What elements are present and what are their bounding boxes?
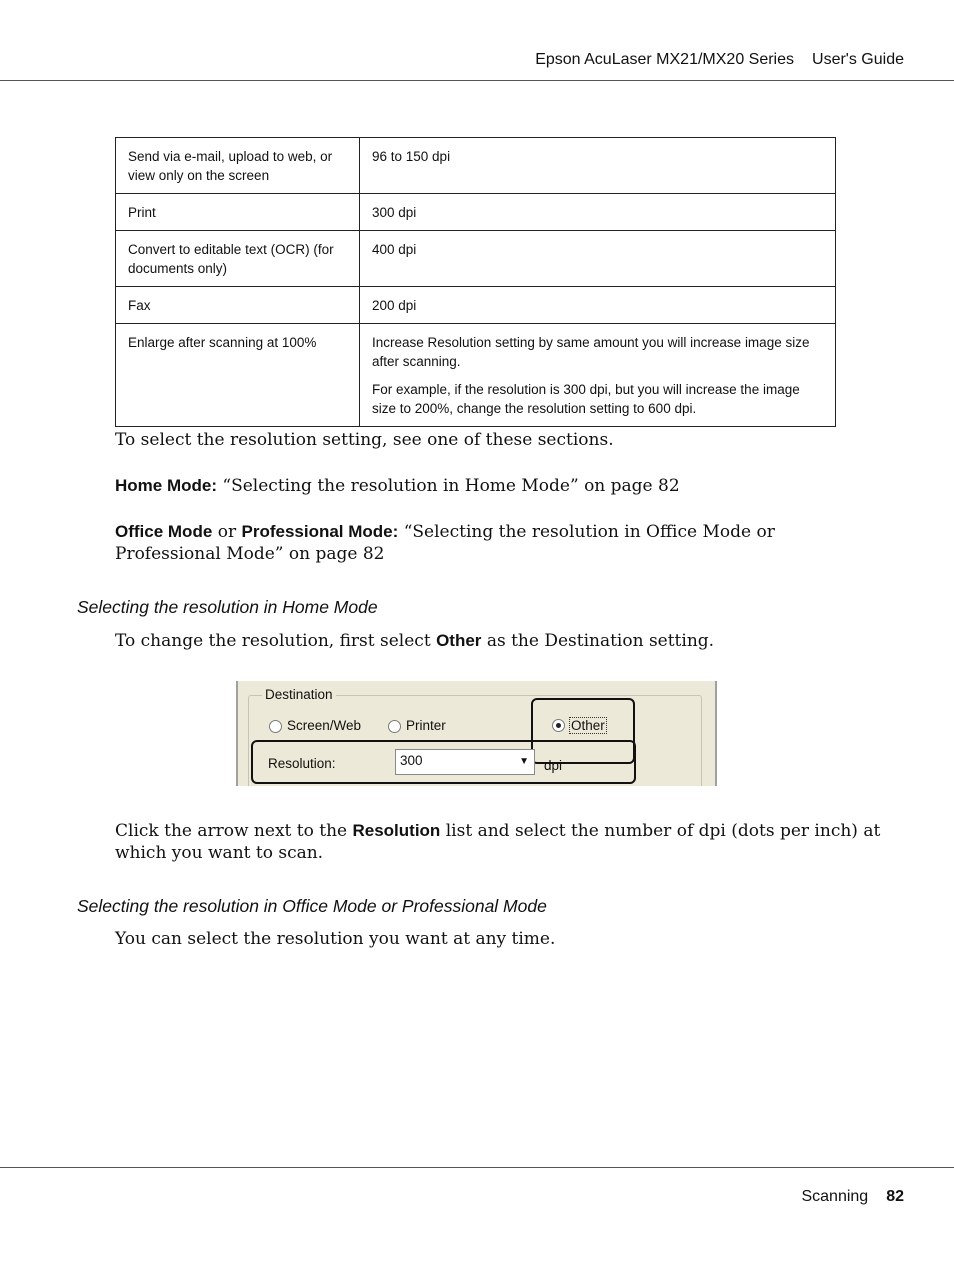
header-title: Epson AcuLaser MX21/MX20 Series: [535, 51, 795, 68]
table-row: [116, 231, 836, 287]
setting-text: For example, if the resolution is 300 dpi, but you will increase the image size to 200%, change the resolution setting to 600 dpi.: [372, 382, 800, 416]
header-guide: User's Guide: [812, 51, 904, 68]
running-footer: [801, 1188, 904, 1206]
office-mode-reference: [115, 521, 885, 565]
radio-other[interactable]: [552, 719, 565, 732]
table-cell-setting: [360, 138, 836, 194]
footer-section: Scanning: [801, 1188, 869, 1205]
home-mode-instruction: [115, 630, 714, 652]
resolution-keyword: Resolution: [352, 821, 441, 840]
screenshot-edge: [236, 681, 238, 786]
table-row: [116, 138, 836, 194]
setting-text: 400 dpi: [372, 242, 417, 257]
table-cell-setting: [360, 194, 836, 231]
radio-label-other: Other: [571, 718, 605, 733]
instruction-text: list and select the number of dpi (dots per inch) at which you want to scan.: [115, 821, 881, 863]
table-row: [116, 194, 836, 231]
footer-rule: [0, 1167, 954, 1168]
setting-text: 300 dpi: [372, 205, 417, 220]
radio-label-screen-web: Screen/Web: [287, 718, 362, 733]
resolution-table: [115, 137, 836, 427]
setting-text: 200 dpi: [372, 298, 417, 313]
section-heading-office: Selecting the resolution in Office Mode or Professional Mode: [77, 896, 547, 916]
instruction-text: To change the resolution, first select: [115, 631, 431, 651]
other-keyword: Other: [436, 631, 482, 650]
table-row: [116, 324, 836, 427]
radio-label-printer: Printer: [406, 718, 446, 733]
dpi-unit: dpi: [544, 758, 563, 773]
section-heading-home: Selecting the resolution in Home Mode: [77, 597, 378, 617]
table-cell-use: Convert to editable text (OCR) (for documents only): [116, 231, 360, 287]
table-cell-use: Fax: [116, 287, 360, 324]
table-cell-setting: [360, 231, 836, 287]
office-mode-link[interactable]: “Selecting the resolution in Office Mode or Professional Mode” on page 82: [115, 522, 775, 564]
destination-screenshot: [236, 681, 717, 786]
setting-text: Increase Resolution setting by same amount you will increase image size after scanning.: [372, 335, 810, 369]
home-mode-reference: [115, 475, 680, 497]
click-instruction: [115, 820, 885, 864]
header-rule: [0, 80, 954, 81]
table-cell-use: Enlarge after scanning at 100%: [116, 324, 360, 427]
page-number: 82: [886, 1188, 904, 1205]
resolution-select[interactable]: [395, 749, 535, 775]
table-row: [116, 287, 836, 324]
running-header: [535, 51, 904, 69]
table-cell-setting: [360, 287, 836, 324]
intro-paragraph: To select the resolution setting, see one of these sections.: [115, 430, 614, 450]
setting-text: 96 to 150 dpi: [372, 149, 451, 164]
radio-screen-web[interactable]: [269, 720, 282, 733]
instruction-text: as the Destination setting.: [486, 631, 715, 651]
office-mode-text: You can select the resolution you want at any time.: [115, 929, 556, 949]
instruction-text: Click the arrow next to the: [115, 821, 348, 841]
professional-mode-label: Professional Mode:: [241, 522, 399, 541]
destination-label: Destination: [262, 687, 336, 702]
or-text: or: [217, 522, 237, 542]
resolution-value: 300: [400, 753, 423, 768]
dropdown-arrow-icon[interactable]: ▼: [519, 756, 529, 767]
office-mode-label: Office Mode: [115, 522, 213, 541]
table-cell-use: Send via e-mail, upload to web, or view only on the screen: [116, 138, 360, 194]
table-cell-setting: [360, 324, 836, 427]
home-mode-link[interactable]: “Selecting the resolution in Home Mode” on page 82: [222, 476, 680, 496]
table-cell-use: Print: [116, 194, 360, 231]
resolution-label: Resolution:: [268, 756, 336, 771]
home-mode-label: Home Mode:: [115, 476, 217, 495]
radio-printer[interactable]: [388, 720, 401, 733]
screenshot-edge: [715, 681, 717, 786]
